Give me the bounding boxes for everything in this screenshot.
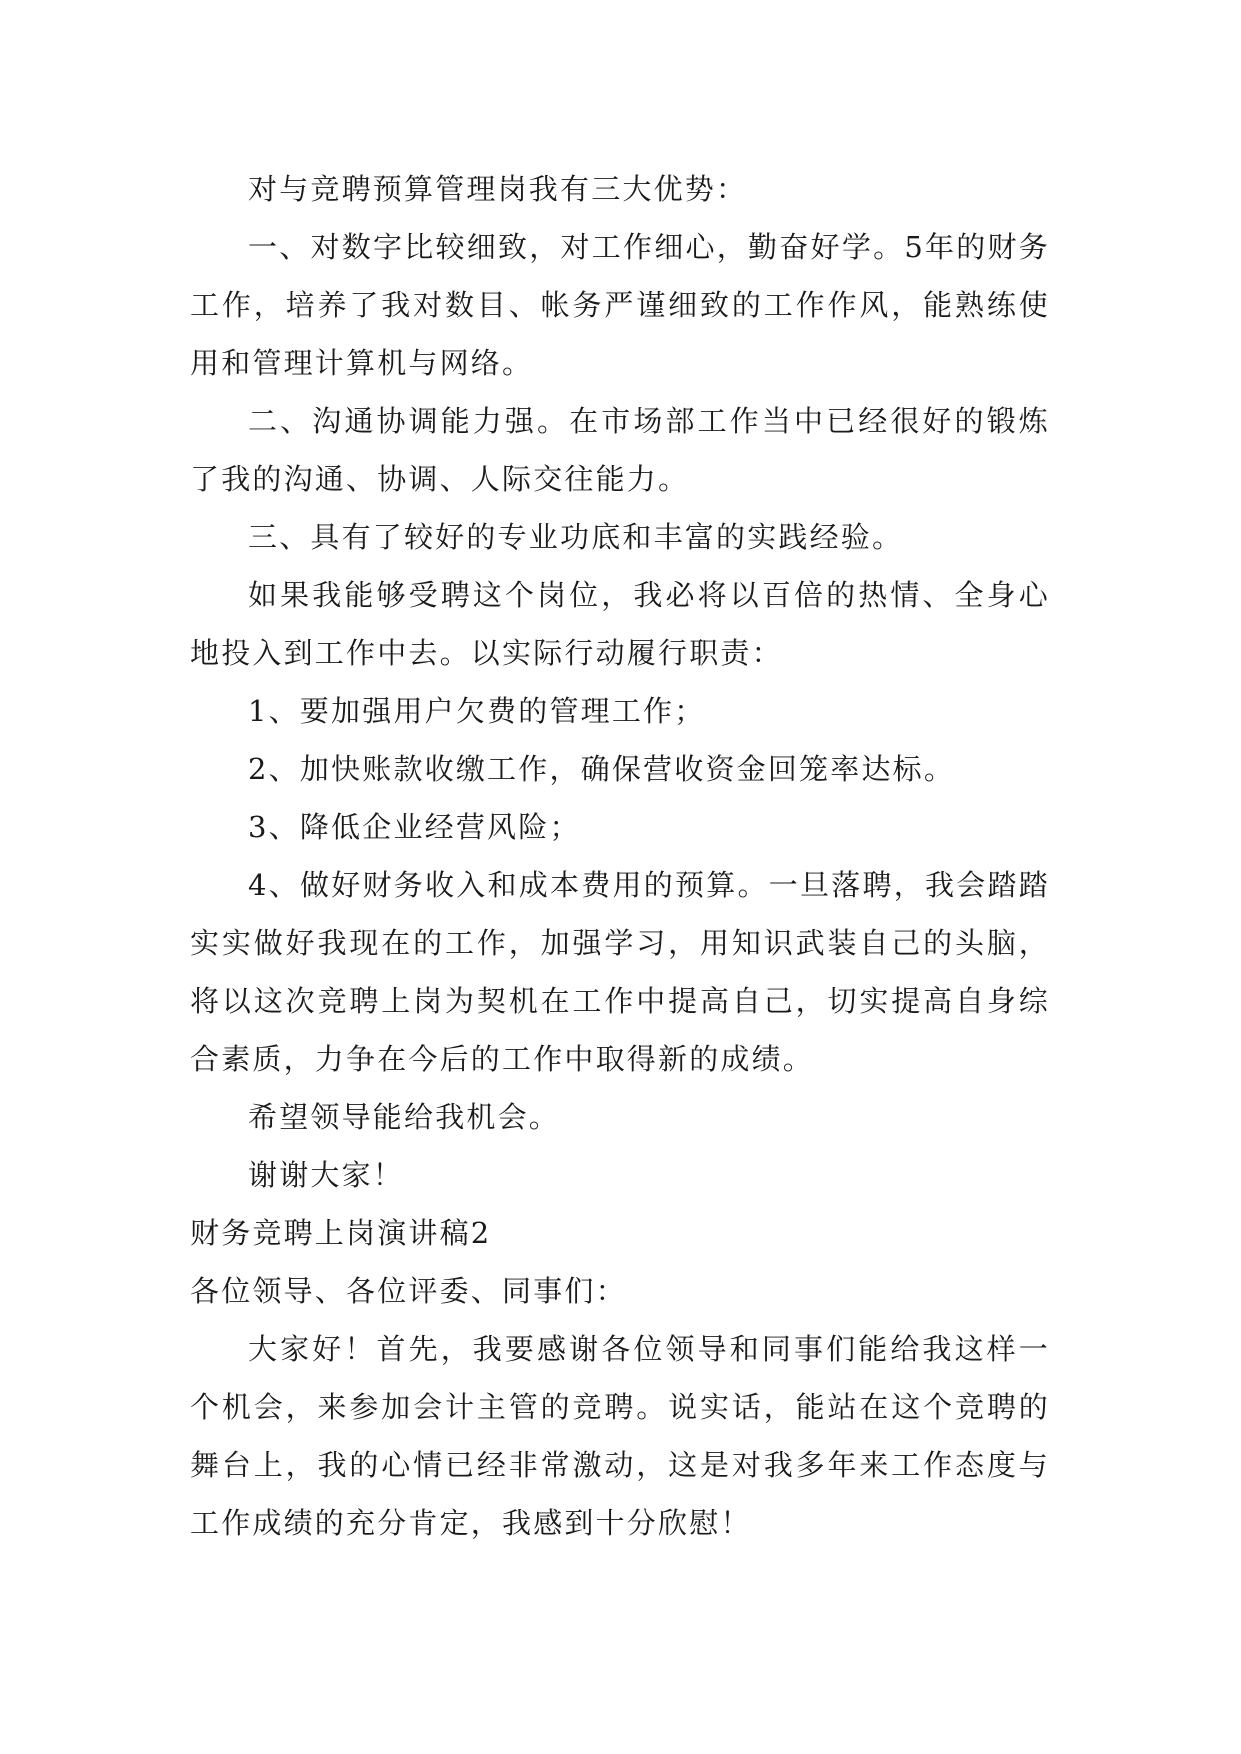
paragraph-duty-4: 4、做好财务收入和成本费用的预算。一旦落聘，我会踏踏实实做好我现在的工作，加强学习，用知识武装自己的头脑，将以这次竞聘上岗为契机在工作中提高自己，切实提高自身综合素质，力争在今后的工作中取得新的成绩。 bbox=[190, 868, 1050, 1076]
paragraph-advantage-3: 三、具有了较好的专业功底和丰富的实践经验。 bbox=[248, 520, 904, 554]
paragraph-duty-2: 2、加快账款收缴工作，确保营收资金回笼率达标。 bbox=[248, 752, 956, 786]
paragraph-duty-3: 3、降低企业经营风险； bbox=[248, 810, 581, 844]
paragraph-hope: 希望领导能给我机会。 bbox=[248, 1100, 561, 1134]
paragraph-commitment: 如果我能够受聘这个岗位，我必将以百倍的热情、全身心地投入到工作中去。以实际行动履行职责： bbox=[190, 578, 1050, 670]
paragraph-thanks: 谢谢大家！ bbox=[248, 1158, 405, 1192]
paragraph-opening: 大家好！首先，我要感谢各位领导和同事们能给我这样一个机会，来参加会计主管的竞聘。说实话，能站在这个竞聘的舞台上，我的心情已经非常激动，这是对我多年来工作态度与工作成绩的充分肯定，我感到十分欣慰！ bbox=[190, 1332, 1050, 1540]
paragraph-advantage-1: 一、对数字比较细致，对工作细心，勤奋好学。5年的财务工作，培养了我对数目、帐务严谨细致的工作作风，能熟练使用和管理计算机与网络。 bbox=[190, 230, 1050, 380]
document-body bbox=[190, 160, 1050, 1552]
paragraph-duty-1: 1、要加强用户欠费的管理工作； bbox=[248, 694, 706, 728]
paragraph-advantage-2: 二、沟通协调能力强。在市场部工作当中已经很好的锻炼了我的沟通、协调、人际交往能力。 bbox=[190, 404, 1050, 496]
paragraph-salutation: 各位领导、各位评委、同事们： bbox=[190, 1274, 627, 1308]
section-heading: 财务竞聘上岗演讲稿2 bbox=[190, 1216, 492, 1250]
paragraph-advantages-intro: 对与竞聘预算管理岗我有三大优势： bbox=[248, 172, 748, 206]
